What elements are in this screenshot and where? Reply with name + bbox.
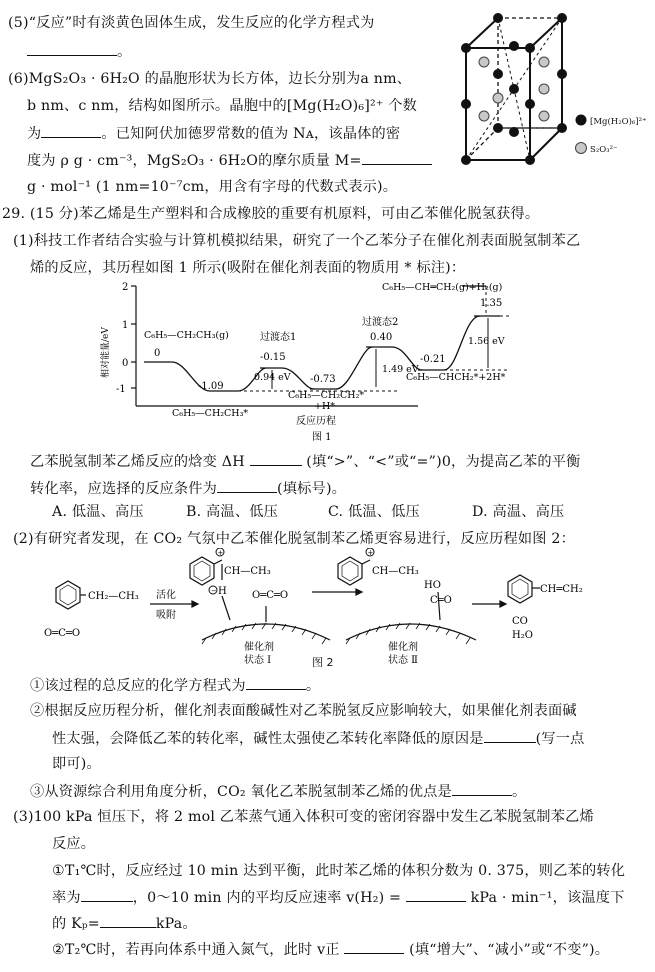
energy-1.56: 1.56 eV <box>468 336 505 347</box>
ts2-label: 过渡态2 <box>362 317 399 328</box>
legend-grey-ball-icon <box>576 143 587 154</box>
q1-line2: 转化率，应选择的反应条件为 (填标号)。 <box>30 481 347 497</box>
species-mid1: C₆H₅—CH₂CH₂* <box>288 390 365 401</box>
answer-blank[interactable] <box>484 729 536 743</box>
species-start: C₆H₅—CH₂CH₃(g) <box>144 330 229 341</box>
option-c: C. 低温、低压 <box>328 504 420 520</box>
energy-1.49: 1.49 eV <box>382 364 419 375</box>
mg-complex-ions <box>461 13 567 165</box>
option-b: B. 高温、低压 <box>186 504 278 520</box>
q29-p2-line1: (2)有研究者发现，在 CO₂ 气氛中乙苯催化脱氢制苯乙烯更容易进行，反应历程如图 2： <box>13 531 576 547</box>
ytick: -1 <box>116 384 126 395</box>
state2-label-l1: 催化剂 <box>388 642 418 653</box>
sub1-line: ①该过程的总反应的化学方程式为 。 <box>30 678 321 694</box>
level-0.40: 0.40 <box>370 332 393 343</box>
answer-blank[interactable] <box>100 914 156 928</box>
ch-ch3-label-2: CH—CH₃ <box>372 566 419 577</box>
level-neg0.15: -0.15 <box>260 352 286 363</box>
energy-profile-figure <box>100 278 540 448</box>
carboxyl-label: C═O <box>430 595 452 606</box>
svg-text:+: + <box>217 549 224 557</box>
ts1-label: 过渡态1 <box>260 332 297 343</box>
species-mid2: +H* <box>314 401 335 412</box>
q29-p1-line1: (1)科技工作者结合实验与计算机模拟结果，研究了一个乙苯分子在催化剂表面脱氢制苯乙 <box>13 233 581 249</box>
species-right: C₆H₅—CHCH₂*+2H* <box>406 372 506 383</box>
legend-black-ball-icon <box>576 115 587 126</box>
q29-p3-line2: 反应。 <box>52 836 96 852</box>
answer-blank[interactable] <box>362 151 432 165</box>
q5-line2: 。 <box>27 42 131 61</box>
answer-blank[interactable] <box>217 479 277 493</box>
option-a: A. 低温、高压 <box>52 504 144 520</box>
arrow-label-adsorb: 吸附 <box>156 610 176 621</box>
q6-line5: g · mol⁻¹ (1 nm=10⁻⁷cm，用含有字母的代数式表示)。 <box>27 179 398 195</box>
level-neg0.73: -0.73 <box>310 374 336 385</box>
answer-blank[interactable] <box>452 782 512 796</box>
option-d: D. 高温、高压 <box>472 504 565 520</box>
y-axis-label: 相对能量/eV <box>101 327 111 378</box>
level-1.35: 1.35 <box>480 298 503 309</box>
state1-label-l2: 状态 Ⅰ <box>244 655 272 666</box>
h-atom-label: H <box>218 586 227 597</box>
t1-line1: ①T₁℃时，反应经过 10 min 达到平衡，此时苯乙烯的体积分数为 0. 375，则乙苯的转化 <box>52 863 626 879</box>
crystal-cell-figure <box>440 4 652 184</box>
co-product: CO <box>512 616 528 627</box>
answer-blank[interactable] <box>41 124 101 138</box>
q6-line3: 为 。已知阿伏加德罗常数的值为 Nᴀ，该晶体的密 <box>27 126 401 142</box>
ch-ch3-label: CH—CH₃ <box>224 566 271 577</box>
legend-s2o3-label: S₂O₃²⁻ <box>590 145 618 155</box>
arrow-label-activate: 活化 <box>156 590 176 601</box>
species-end: C₆H₅—CH═CH₂(g)+H₂(g) <box>382 282 503 293</box>
q1-line1: 乙苯脱氢制苯乙烯反应的焓变 ΔH (填“>”、“<”或“=”)0，为提高乙苯的平衡 <box>30 454 581 470</box>
q29-p3-line1: (3)100 kPa 恒压下，将 2 mol 乙苯蒸气通入体积可变的密闭容器中发生乙苯脱氢制苯乙烯 <box>13 809 594 825</box>
species-adsorbed: C₆H₅—CH₂CH₃* <box>172 408 249 419</box>
sub2-line1: ②根据反应历程分析，催化剂表面酸碱性对乙苯脱氢反应影响较大，如果催化剂表面碱 <box>30 703 577 719</box>
ytick: 1 <box>122 320 129 331</box>
level-neg1.09: -1.09 <box>198 381 224 392</box>
q29-header: 29. (15 分)苯乙烯是生产塑料和合成橡胶的重要有机原料，可由乙苯催化脱氢获得。 <box>2 206 540 222</box>
t2-line: ②T₂℃时，若再向体系中通入氮气，此时 v正 (填“增大”、“减小”或“不变”)。 <box>52 942 610 958</box>
co2-adsorbed: O═C═O <box>252 590 289 601</box>
sub2-line2: 性太强，会降低乙苯的转化率，碱性太强使乙苯转化率降低的原因是 (写一点 <box>52 731 585 747</box>
q6-line4: 度为 ρ g · cm⁻³，MgS₂O₃ · 6H₂O的摩尔质量 M= <box>27 151 432 170</box>
x-axis-label: 反应历程 <box>296 416 336 427</box>
svg-text:−: − <box>211 587 217 595</box>
ethyl-group: CH₂—CH₃ <box>88 591 139 602</box>
q6-line2: b nm、c nm，结构如图所示。晶胞中的[Mg(H₂O)₆]²⁺ 个数 <box>27 98 418 114</box>
state2-label-l2: 状态 Ⅱ <box>388 655 418 666</box>
svg-text:+: + <box>367 549 374 557</box>
figure1-caption: 图 1 <box>312 432 332 443</box>
sub3-line: ③从资源综合利用角度分析，CO₂ 氧化乙苯脱氢制苯乙烯的优点是 。 <box>30 784 527 800</box>
t1-line3: 的 Kₚ= kPa。 <box>52 916 197 932</box>
level-neg0.21: -0.21 <box>420 354 446 365</box>
answer-blank[interactable] <box>81 888 133 902</box>
state1-label-l1: 催化剂 <box>244 642 274 653</box>
answer-blank[interactable] <box>27 42 117 56</box>
figure2-caption: 图 2 <box>312 656 334 669</box>
ytick: 2 <box>122 282 129 293</box>
t1-line2: 率为 ，0～10 min 内的平均反应速率 v(H₂) = kPa · min⁻¹，该温度下 <box>52 890 625 906</box>
h2o-product: H₂O <box>512 630 533 641</box>
energy-0.94: 0.94 eV <box>254 372 291 383</box>
answer-blank[interactable] <box>344 940 404 954</box>
sub2-line3: 即可)。 <box>52 756 101 772</box>
legend-mg-label: [Mg(H₂O)₆]²⁺ <box>590 117 647 127</box>
co2-reactant: O═C═O <box>44 628 81 639</box>
ho-label: HO <box>424 580 441 591</box>
answer-blank[interactable] <box>406 888 466 902</box>
q6-line1: (6)MgS₂O₃ · 6H₂O 的晶胞形状为长方体，边长分别为a nm、 <box>8 71 412 87</box>
q5-line1: (5)“反应”时有淡黄色固体生成，发生反应的化学方程式为 <box>8 15 375 31</box>
answer-blank[interactable] <box>246 676 306 690</box>
styrene-vinyl: CH═CH₂ <box>540 584 583 595</box>
mechanism-figure <box>30 548 640 668</box>
q29-p1-line2: 烯的反应，其历程如图 1 所示(吸附在催化剂表面的物质用 * 标注)： <box>30 260 466 276</box>
level-0: 0 <box>154 348 161 359</box>
ytick: 0 <box>122 358 129 369</box>
answer-blank[interactable] <box>250 452 302 466</box>
